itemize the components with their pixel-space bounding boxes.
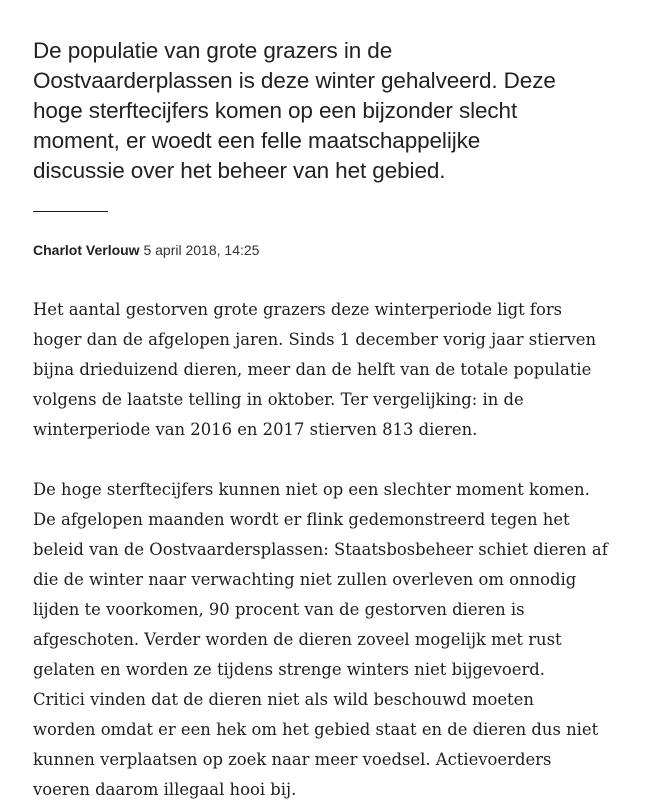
paragraph-line: De afgelopen maanden wordt er flink gedemonstreerd tegen het [33, 510, 570, 529]
lead-divider [33, 211, 108, 212]
lead-line: moment, er woedt een felle maatschappelijke [33, 128, 481, 153]
paragraph-line: voeren daarom illegaal hooi bij. [33, 780, 297, 799]
article-paragraph-2 [33, 475, 633, 805]
paragraph-line: beleid van de Oostvaardersplassen: Staatsbosbeheer schiet dieren af [33, 540, 608, 559]
lead-line: Oostvaarderplassen is deze winter gehalveerd. Deze [33, 68, 556, 93]
paragraph-line: winterperiode van 2016 en 2017 stierven 813 dieren. [33, 420, 478, 439]
paragraph-line: lijden te voorkomen, 90 procent van de gestorven dieren is [33, 600, 525, 619]
byline [33, 241, 633, 259]
paragraph-line: die de winter naar verwachting niet zullen overleven om onnodig [33, 570, 577, 589]
paragraph-line: hoger dan de afgelopen jaren. Sinds 1 december vorig jaar stierven [33, 330, 597, 349]
paragraph-line: gelaten en worden ze tijdens strenge winters niet bijgevoerd. [33, 660, 545, 679]
paragraph-line: bijna drieduizend dieren, meer dan de helft van de totale populatie [33, 360, 592, 379]
lead-line: hoge sterftecijfers komen op een bijzonder slecht [33, 98, 518, 123]
article-lead [33, 36, 633, 186]
paragraph-line: De hoge sterftecijfers kunnen niet op een slechter moment komen. [33, 480, 590, 499]
publish-date: 5 april 2018, 14:25 [143, 242, 260, 258]
lead-line: discussie over het beheer van het gebied. [33, 158, 446, 183]
paragraph-line: worden omdat er een hek om het gebied staat en de dieren dus niet [33, 720, 599, 739]
paragraph-line: volgens de laatste telling in oktober. Ter vergelijking: in de [33, 390, 524, 409]
paragraph-line: Het aantal gestorven grote grazers deze winterperiode ligt fors [33, 300, 563, 319]
article-paragraph-1 [33, 295, 633, 445]
paragraph-line: Critici vinden dat de dieren niet als wild beschouwd moeten [33, 690, 534, 709]
lead-line: De populatie van grote grazers in de [33, 38, 393, 63]
author-name[interactable]: Charlot Verlouw [33, 242, 140, 258]
paragraph-line: kunnen verplaatsen op zoek naar meer voedsel. Actievoerders [33, 750, 552, 769]
article [33, 36, 633, 805]
paragraph-line: afgeschoten. Verder worden de dieren zoveel mogelijk met rust [33, 630, 562, 649]
